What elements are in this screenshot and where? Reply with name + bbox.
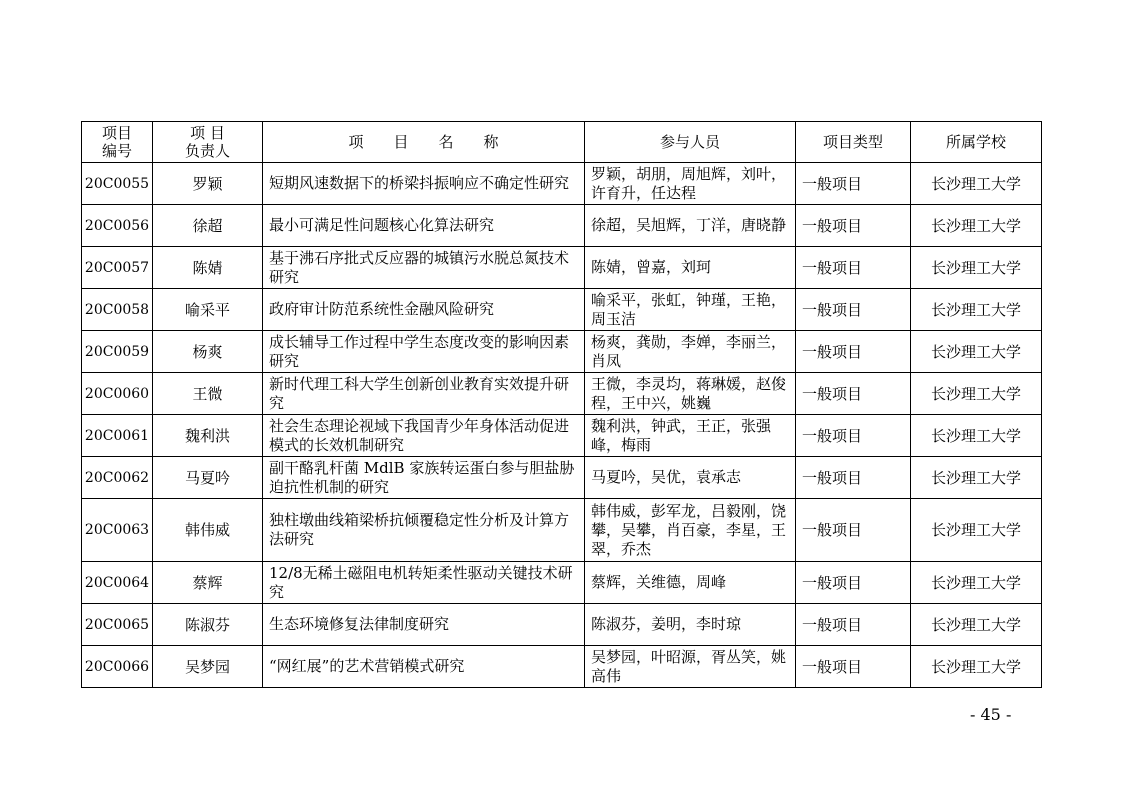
project-leader-cell: 魏利洪	[153, 415, 263, 457]
project-members-cell: 徐超，吴旭辉，丁洋，唐晓静	[585, 205, 796, 247]
project-members-cell: 王微，李灵均，蒋琳媛，赵俊程，王中兴，姚巍	[585, 373, 796, 415]
project-leader-cell: 吴梦园	[153, 646, 263, 688]
project-name-cell: 短期风速数据下的桥梁抖振响应不确定性研究	[263, 163, 585, 205]
project-members-cell: 陈婧，曾嘉，刘珂	[585, 247, 796, 289]
project-members-cell: 马夏吟，吴优，袁承志	[585, 457, 796, 499]
project-school-cell: 长沙理工大学	[911, 373, 1042, 415]
project-code-cell: 20C0061	[82, 415, 153, 457]
project-code-cell: 20C0066	[82, 646, 153, 688]
project-leader-cell: 马夏吟	[153, 457, 263, 499]
project-type-cell: 一般项目	[796, 289, 911, 331]
project-leader-cell: 王微	[153, 373, 263, 415]
project-type-cell: 一般项目	[796, 457, 911, 499]
project-members-cell: 陈淑芬，姜明，李时琼	[585, 604, 796, 646]
project-type-cell: 一般项目	[796, 646, 911, 688]
table-row	[82, 415, 1042, 457]
project-leader-cell: 陈淑芬	[153, 604, 263, 646]
project-name-cell: 政府审计防范系统性金融风险研究	[263, 289, 585, 331]
table-body	[82, 163, 1042, 688]
header-name: 项 目 名 称	[263, 122, 585, 163]
project-code-cell: 20C0056	[82, 205, 153, 247]
project-leader-cell: 喻采平	[153, 289, 263, 331]
table-row	[82, 331, 1042, 373]
project-code-cell: 20C0058	[82, 289, 153, 331]
project-code-cell: 20C0057	[82, 247, 153, 289]
table-row	[82, 562, 1042, 604]
header-school: 所属学校	[911, 122, 1042, 163]
project-code-cell: 20C0062	[82, 457, 153, 499]
project-type-cell: 一般项目	[796, 247, 911, 289]
project-school-cell: 长沙理工大学	[911, 247, 1042, 289]
project-name-cell: 生态环境修复法律制度研究	[263, 604, 585, 646]
header-members: 参与人员	[585, 122, 796, 163]
project-school-cell: 长沙理工大学	[911, 499, 1042, 562]
project-members-cell: 魏利洪，钟武，王正，张强峰，梅雨	[585, 415, 796, 457]
table-row	[82, 247, 1042, 289]
project-table	[81, 121, 1042, 688]
project-name-cell: 副干酪乳杆菌 MdlB 家族转运蛋白参与胆盐胁迫抗性机制的研究	[263, 457, 585, 499]
project-name-cell: 最小可满足性问题核心化算法研究	[263, 205, 585, 247]
project-school-cell: 长沙理工大学	[911, 646, 1042, 688]
project-name-cell: 12/8无稀土磁阻电机转矩柔性驱动关键技术研究	[263, 562, 585, 604]
project-type-cell: 一般项目	[796, 205, 911, 247]
project-code-cell: 20C0064	[82, 562, 153, 604]
project-school-cell: 长沙理工大学	[911, 415, 1042, 457]
project-leader-cell: 蔡辉	[153, 562, 263, 604]
project-members-cell: 罗颖，胡朋，周旭辉，刘叶，许育升，任达程	[585, 163, 796, 205]
project-leader-cell: 陈婧	[153, 247, 263, 289]
project-leader-cell: 杨爽	[153, 331, 263, 373]
project-code-cell: 20C0055	[82, 163, 153, 205]
project-name-cell: 新时代理工科大学生创新创业教育实效提升研究	[263, 373, 585, 415]
project-school-cell: 长沙理工大学	[911, 562, 1042, 604]
project-school-cell: 长沙理工大学	[911, 604, 1042, 646]
header-leader: 项 目 负责人	[153, 122, 263, 163]
table-row	[82, 457, 1042, 499]
table-row	[82, 205, 1042, 247]
project-name-cell: 成长辅导工作过程中学生态度改变的影响因素研究	[263, 331, 585, 373]
project-code-cell: 20C0065	[82, 604, 153, 646]
project-code-cell: 20C0063	[82, 499, 153, 562]
table-row	[82, 646, 1042, 688]
project-type-cell: 一般项目	[796, 499, 911, 562]
table-row	[82, 373, 1042, 415]
project-name-cell: 基于沸石序批式反应器的城镇污水脱总氮技术研究	[263, 247, 585, 289]
project-school-cell: 长沙理工大学	[911, 163, 1042, 205]
project-type-cell: 一般项目	[796, 331, 911, 373]
project-leader-cell: 徐超	[153, 205, 263, 247]
project-school-cell: 长沙理工大学	[911, 457, 1042, 499]
table-row	[82, 289, 1042, 331]
header-code: 项目 编号	[82, 122, 153, 163]
header-type: 项目类型	[796, 122, 911, 163]
project-name-cell: “网红展”的艺术营销模式研究	[263, 646, 585, 688]
table-header-row	[82, 122, 1042, 163]
project-type-cell: 一般项目	[796, 604, 911, 646]
project-leader-cell: 罗颖	[153, 163, 263, 205]
project-name-cell: 独柱墩曲线箱梁桥抗倾覆稳定性分析及计算方法研究	[263, 499, 585, 562]
project-name-cell: 社会生态理论视域下我国青少年身体活动促进模式的长效机制研究	[263, 415, 585, 457]
project-type-cell: 一般项目	[796, 163, 911, 205]
table-row	[82, 163, 1042, 205]
project-school-cell: 长沙理工大学	[911, 205, 1042, 247]
project-type-cell: 一般项目	[796, 373, 911, 415]
project-leader-cell: 韩伟威	[153, 499, 263, 562]
project-members-cell: 蔡辉，关维德，周峰	[585, 562, 796, 604]
project-members-cell: 韩伟威，彭军龙，吕毅刚，饶攀，吴攀，肖百豪，李星，王翠，乔杰	[585, 499, 796, 562]
project-code-cell: 20C0059	[82, 331, 153, 373]
project-school-cell: 长沙理工大学	[911, 331, 1042, 373]
project-members-cell: 吴梦园，叶昭源，胥丛笑，姚高伟	[585, 646, 796, 688]
project-code-cell: 20C0060	[82, 373, 153, 415]
project-type-cell: 一般项目	[796, 415, 911, 457]
project-school-cell: 长沙理工大学	[911, 289, 1042, 331]
page-number: - 45 -	[970, 705, 1012, 724]
table-row	[82, 499, 1042, 562]
table-row	[82, 604, 1042, 646]
project-type-cell: 一般项目	[796, 562, 911, 604]
project-members-cell: 喻采平，张虹，钟瑾，王艳，周玉洁	[585, 289, 796, 331]
project-members-cell: 杨爽，龚勋，李婵，李丽兰，肖凤	[585, 331, 796, 373]
